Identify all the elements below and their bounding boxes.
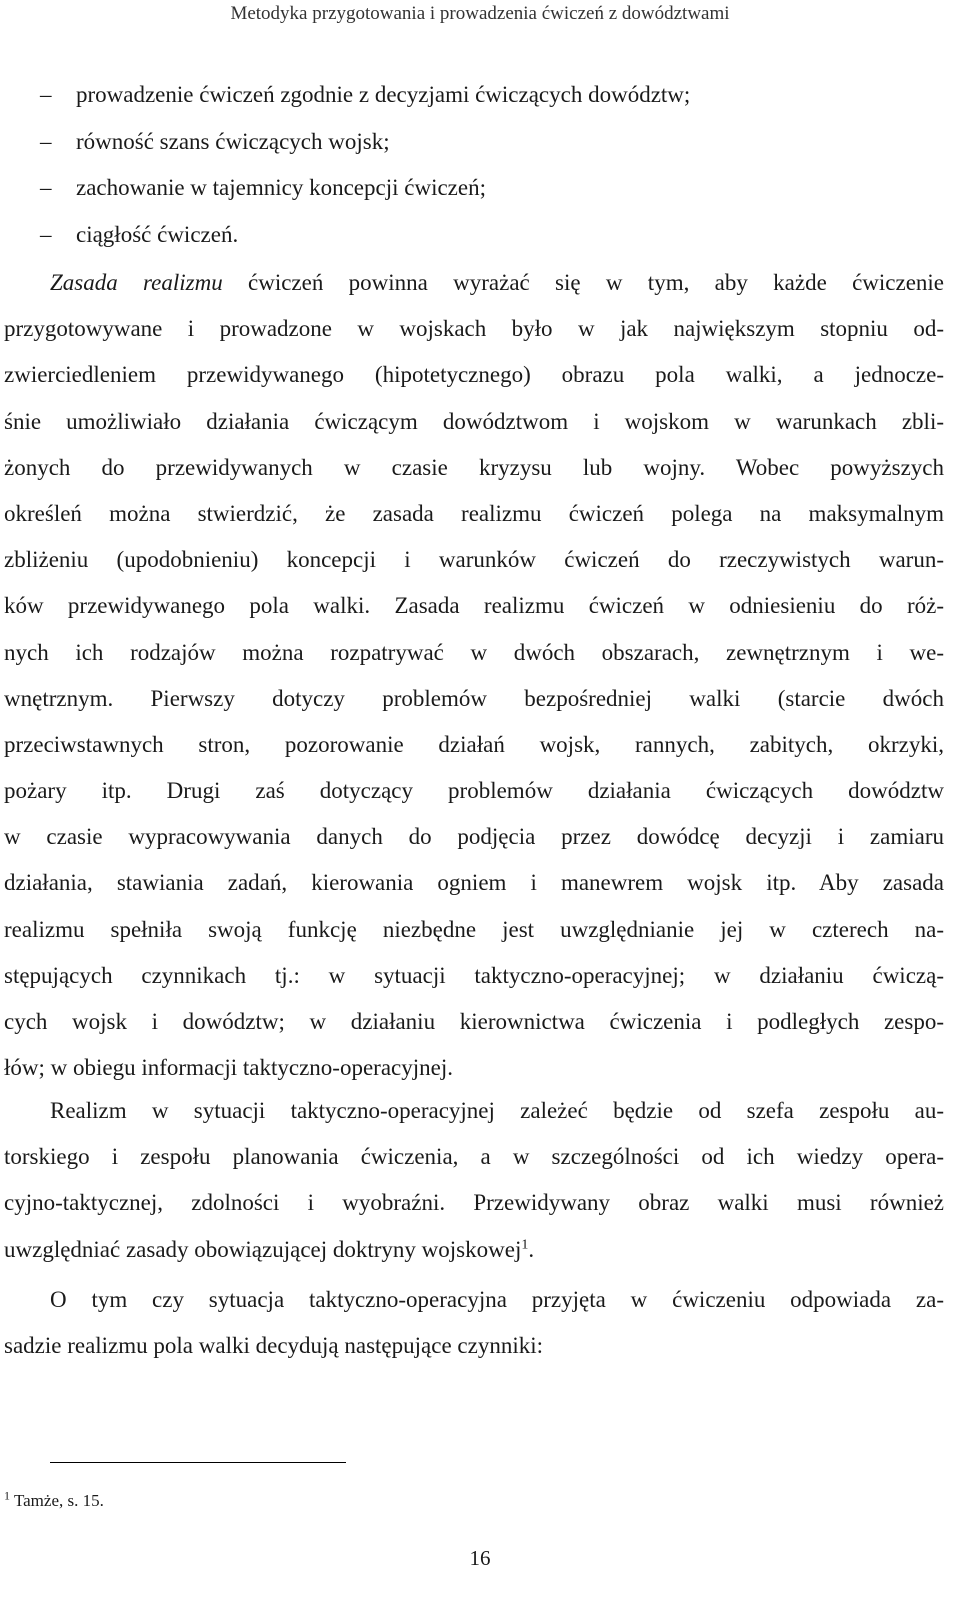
paragraph-line: wnętrznym. Pierwszy dotyczy problemów bezpośredniej walki (starcie dwóch (4, 685, 944, 711)
paragraph-line: zwierciedleniem przewidywanego (hipotetycznego) obrazu pola walki, a jednocze- (4, 362, 944, 388)
footnote-text: Tamże, s. 15. (10, 1491, 104, 1510)
paragraph-line: O tym czy sytuacja taktyczno-operacyjna przyjęta w ćwiczeniu odpowiada za- (50, 1287, 944, 1312)
paragraph-realism-principle (0, 260, 960, 1091)
paragraph-line: stępujących czynnikach tj.: w sytuacji taktyczno-operacyjnej; w działaniu ćwiczą- (4, 962, 944, 988)
paragraph-line: przygotowywane i prowadzone w wojskach było w jak największym stopniu od- (4, 316, 944, 342)
paragraph-line: działania, stawiania zadań, kierowania ogniem i manewrem wojsk itp. Aby zasada (4, 870, 944, 896)
paragraph-line: cyjno-taktycznej, zdolności i wyobraźni. Przewidywany obraz walki musi również (4, 1190, 944, 1216)
paragraph-line: pożary itp. Drugi zaś dotyczący problemów działania ćwiczących dowództw (4, 778, 944, 804)
paragraph-line: sadzie realizmu pola walki decydują następujące czynniki: (4, 1333, 543, 1359)
list-item (40, 72, 920, 119)
paragraph-line: realizmu spełniła swoją funkcję niezbędne jest uwzględnianie jej w czterech na- (4, 916, 944, 942)
footnote-number: 1 (4, 1488, 10, 1503)
list-item (40, 119, 920, 166)
paragraph-line: Realizm w sytuacji taktyczno-operacyjnej zależeć będzie od szefa zespołu au- (50, 1098, 944, 1123)
dash-marker: – (40, 82, 52, 107)
dash-marker: – (40, 221, 52, 247)
running-header: Metodyka przygotowania i prowadzenia ćwiczeń z dowództwami (230, 3, 730, 24)
paragraph-line: ków przewidywanego pola walki. Zasada realizmu ćwiczeń w odniesieniu do róż- (4, 593, 944, 619)
paragraph-line: zbliżeniu (upodobnieniu) koncepcji i warunków ćwiczeń do rzeczywistych warun- (4, 547, 944, 573)
list-item (40, 212, 920, 259)
footnote (4, 1490, 104, 1512)
paragraph-line: przeciwstawnych stron, pozorowanie działań wojsk, rannych, zabitych, okrzyki, (4, 731, 944, 757)
paragraph-tactical-situation (0, 1088, 960, 1273)
paragraph-line: w czasie wypracowywania danych do podjęcia przez dowódcę decyzji i zamiaru (4, 824, 944, 850)
paragraph-line: łów; w obiegu informacji taktyczno-operacyjnej. (4, 1055, 453, 1081)
list-item-text: ciągłość ćwiczeń. (76, 221, 239, 247)
list-item-text: prowadzenie ćwiczeń zgodnie z decyzjami ćwiczących dowództw; (76, 82, 691, 107)
footnote-reference[interactable]: 1 (521, 1236, 529, 1252)
paragraph-line: żonych do przewidywanych w czasie kryzysu lub wojny. Wobec powyższych (4, 454, 944, 480)
dash-marker: – (40, 175, 52, 200)
page-number: 16 (469, 1546, 491, 1570)
paragraph-line: śnie umożliwiało działania ćwiczącym dowództwom i wojskom w warunkach zbli- (4, 408, 944, 434)
footnote-divider (50, 1462, 346, 1463)
paragraph-line: torskiego i zespołu planowania ćwiczenia, a w szczególności od ich wiedzy opera- (4, 1144, 944, 1170)
paragraph-line: nych ich rodzajów można rozpatrywać w dwóch obszarach, zewnętrznym i we- (4, 639, 944, 665)
list-item-text: równość szans ćwiczących wojsk; (76, 128, 390, 154)
bullet-list (40, 72, 920, 258)
dash-marker: – (40, 128, 52, 154)
list-item (40, 165, 920, 212)
paragraph-line: określeń można stwierdzić, że zasada realizmu ćwiczeń polega na maksymalnym (4, 500, 944, 526)
list-item-text: zachowanie w tajemnicy koncepcji ćwiczeń; (76, 175, 486, 200)
italic-term: Zasada realizmu (50, 270, 223, 295)
paragraph-line: Zasada realizmu ćwiczeń powinna wyrażać się w tym, aby każde ćwiczenie (50, 270, 945, 295)
paragraph-line: cych wojsk i dowództw; w działaniu kierownictwa ćwiczenia i podległych zespo- (4, 1009, 944, 1034)
paragraph-line: uwzględniać zasady obowiązującej doktryny wojskowej$^1$. (4, 1236, 535, 1262)
paragraph-factors-intro (0, 1277, 960, 1369)
